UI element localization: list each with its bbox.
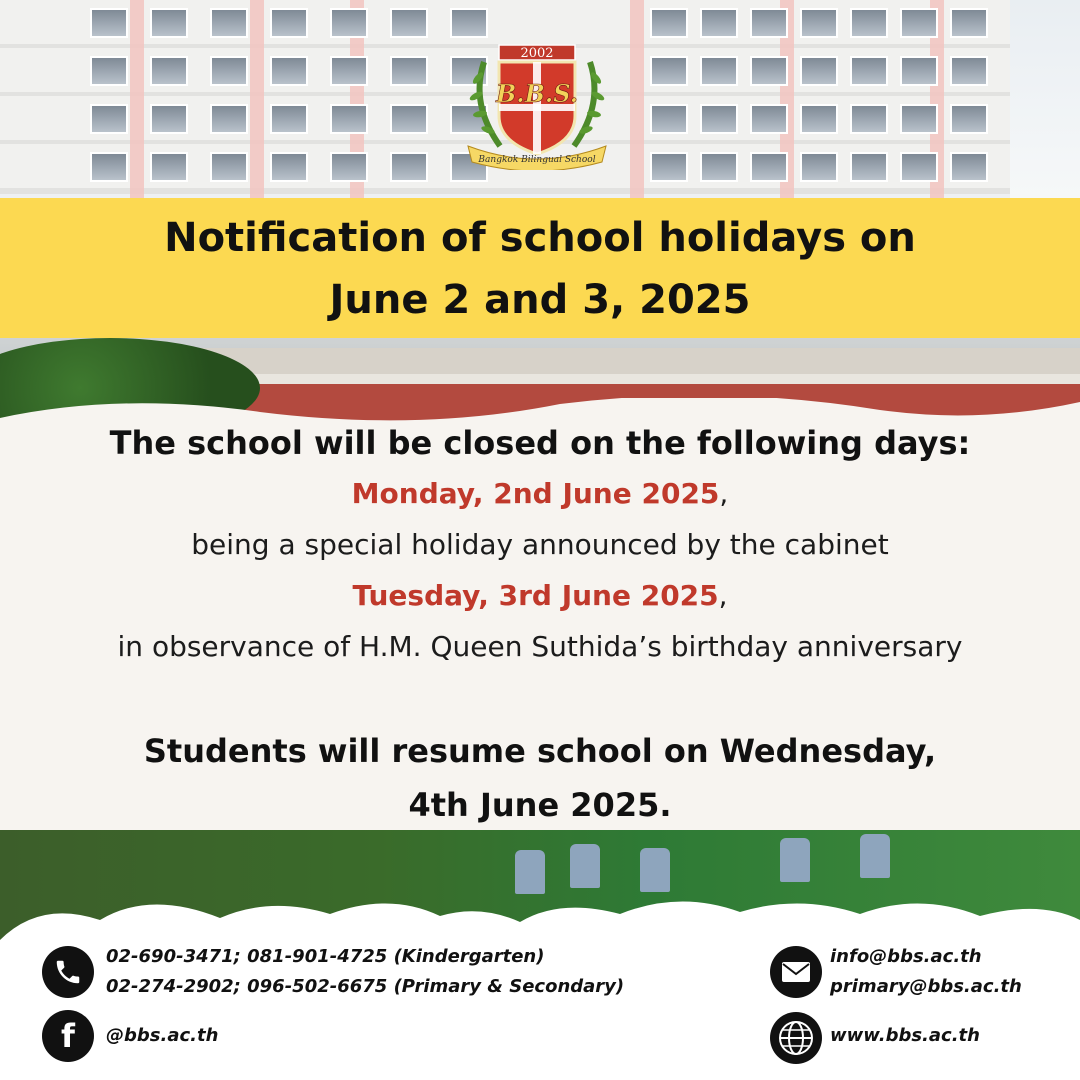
phone-kindergarten: 02-690-3471; 081-901-4725 (Kindergarten) (106, 946, 545, 967)
building-window (700, 8, 738, 38)
building-window (330, 56, 368, 86)
building-window (850, 152, 888, 182)
building-window (390, 152, 428, 182)
building-window (330, 8, 368, 38)
building-window (750, 152, 788, 182)
holiday-1-reason: being a special holiday announced by the cabinet (191, 528, 889, 561)
building-window (950, 104, 988, 134)
building-window (850, 8, 888, 38)
notice-content (0, 418, 1080, 832)
building-window (270, 152, 308, 182)
building-window (950, 8, 988, 38)
building-window (150, 56, 188, 86)
phone-icon (42, 946, 94, 998)
facebook-icon: f (42, 1010, 94, 1062)
building-window (700, 56, 738, 86)
phone-numbers (106, 942, 624, 1002)
building-window (750, 56, 788, 86)
building-window (850, 56, 888, 86)
building-window (390, 56, 428, 86)
holiday-1-date: Monday, 2nd June 2025 (351, 477, 720, 510)
building-window (270, 104, 308, 134)
building-window (90, 104, 128, 134)
building-window (210, 8, 248, 38)
building-window (210, 56, 248, 86)
building-window (650, 104, 688, 134)
holiday-2: Tuesday, 3rd June 2025, (352, 579, 728, 612)
building-window (800, 104, 838, 134)
building-window (390, 104, 428, 134)
building-window (210, 104, 248, 134)
page-title-line-1: Notification of school holidays on (164, 215, 916, 261)
holiday-2-reason: in observance of H.M. Queen Suthida’s birthday anniversary (117, 630, 963, 663)
building-window (90, 152, 128, 182)
building-window (750, 104, 788, 134)
email-icon (770, 946, 822, 998)
holiday-2-date: Tuesday, 3rd June 2025 (352, 579, 719, 612)
resume-line-2: 4th June 2025. (408, 786, 672, 824)
school-logo (462, 42, 612, 170)
building-window (210, 152, 248, 182)
building-window (900, 152, 938, 182)
building-window (270, 56, 308, 86)
building-window (900, 56, 938, 86)
building-window (700, 104, 738, 134)
svg-text:Bangkok Bilingual School: Bangkok Bilingual School (478, 155, 596, 165)
building-window (90, 8, 128, 38)
email-addresses (830, 942, 1022, 1002)
page-title-line-2: June 2 and 3, 2025 (329, 277, 751, 323)
building-window (700, 152, 738, 182)
svg-text:B.B.S.: B.B.S. (495, 79, 579, 108)
building-window (950, 56, 988, 86)
building-window (270, 8, 308, 38)
building-window (900, 8, 938, 38)
closure-heading: The school will be closed on the following days: (109, 424, 971, 462)
building-window (950, 152, 988, 182)
facebook-handle[interactable]: @bbs.ac.th (106, 1025, 219, 1046)
building-window (450, 8, 488, 38)
holiday-1: Monday, 2nd June 2025, (351, 477, 729, 510)
building-window (150, 104, 188, 134)
building-window (650, 56, 688, 86)
building-window (650, 8, 688, 38)
building-window (330, 152, 368, 182)
building-window (900, 104, 938, 134)
svg-text:2002: 2002 (520, 46, 554, 61)
building-window (90, 56, 128, 86)
email-primary[interactable]: primary@bbs.ac.th (830, 976, 1022, 997)
website-link[interactable]: www.bbs.ac.th (830, 1025, 980, 1046)
building-window (150, 8, 188, 38)
email-info[interactable]: info@bbs.ac.th (830, 946, 982, 967)
resume-line-1: Students will resume school on Wednesday, (143, 732, 937, 770)
building-window (800, 152, 838, 182)
building-window (850, 104, 888, 134)
building-window (750, 8, 788, 38)
phone-primary-secondary: 02-274-2902; 096-502-6675 (Primary & Secondary) (106, 976, 625, 997)
building-window (390, 8, 428, 38)
building-window (650, 152, 688, 182)
building-window (800, 56, 838, 86)
building-window (150, 152, 188, 182)
building-window (800, 8, 838, 38)
globe-icon (770, 1012, 822, 1064)
title-band (0, 198, 1080, 340)
building-window (330, 104, 368, 134)
